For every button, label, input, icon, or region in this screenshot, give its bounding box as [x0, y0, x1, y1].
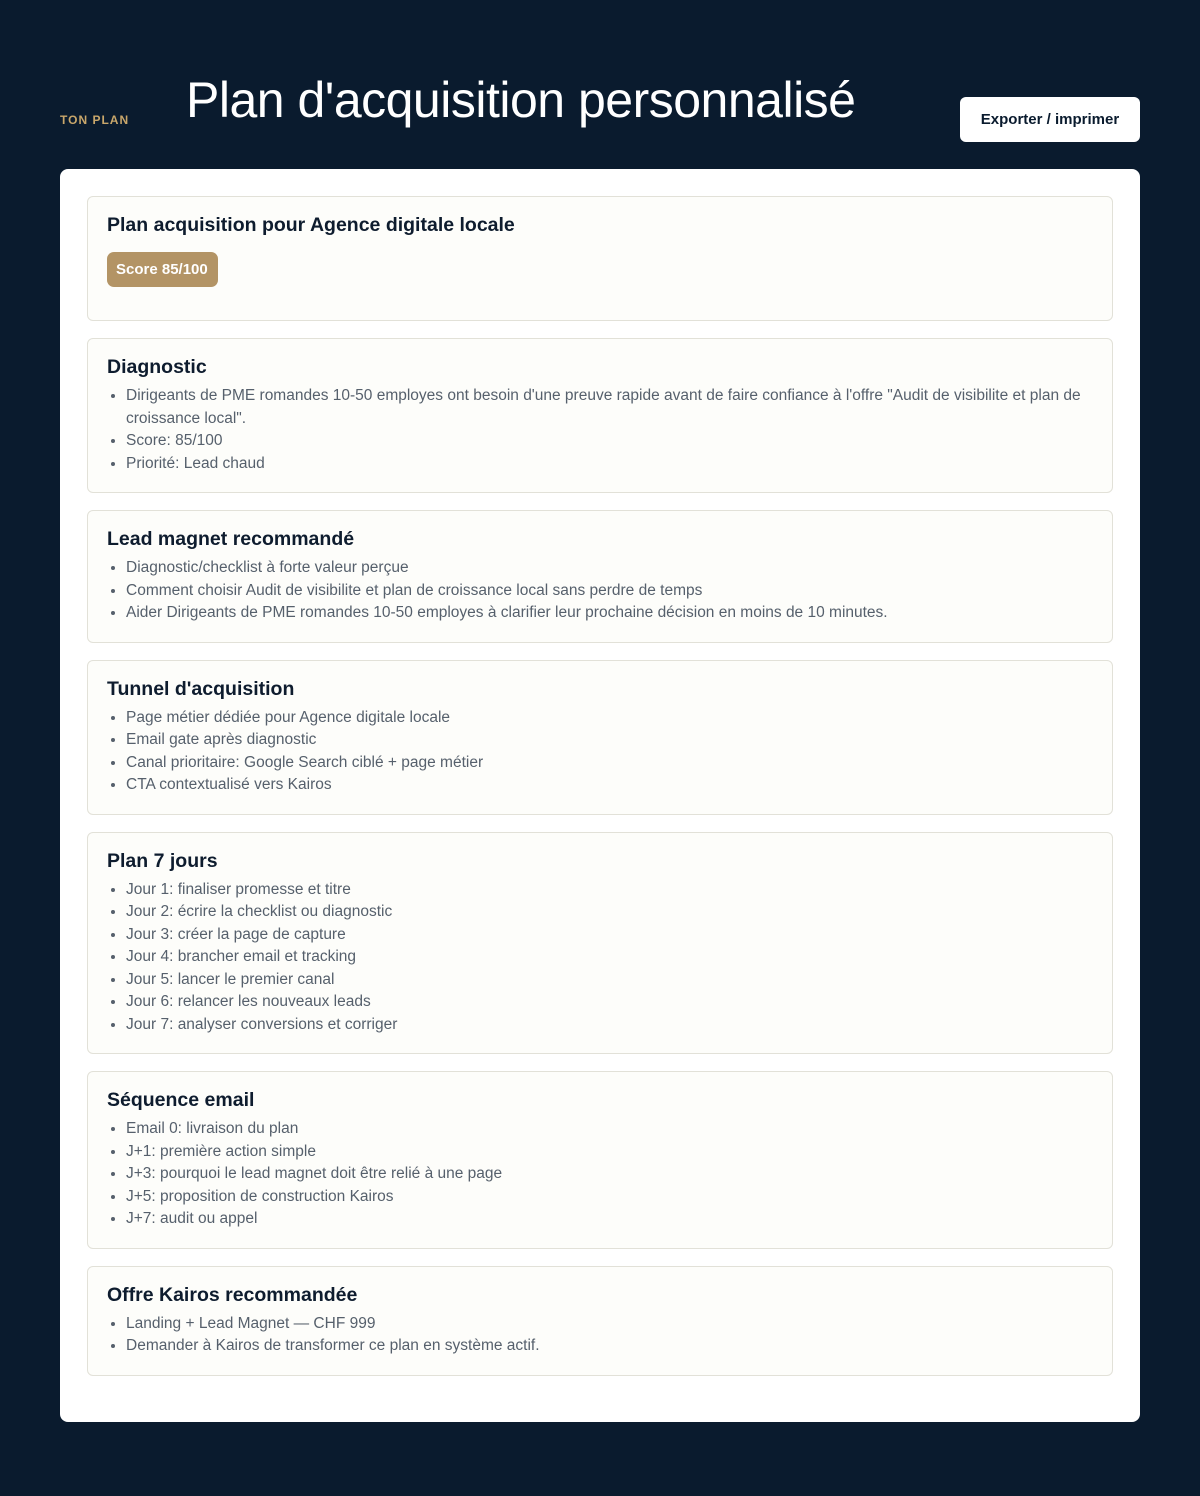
list-item: • Jour 7: analyser conversions et corriger [126, 1014, 1093, 1037]
list-item: • Email gate après diagnostic [126, 729, 1093, 752]
list-item: • Demander à Kairos de transformer ce plan en système actif. [126, 1335, 1093, 1358]
email-sequence-card [87, 1071, 1113, 1249]
lead-magnet-list [107, 557, 1093, 625]
funnel-list [107, 707, 1093, 797]
plan-7-days-title: Plan 7 jours [107, 849, 218, 872]
list-item: • Diagnostic/checklist à forte valeur perçue [126, 557, 1093, 580]
score-badge: Score 85/100 [107, 252, 218, 287]
plan-7-days-card [87, 832, 1113, 1055]
eyebrow-label: TON PLAN [60, 113, 130, 127]
funnel-card [87, 660, 1113, 815]
list-item: • Email 0: livraison du plan [126, 1118, 1093, 1141]
diagnostic-title: Diagnostic [107, 356, 207, 378]
plan-7-days-list [107, 879, 1093, 1037]
list-item: • CTA contextualisé vers Kairos [126, 774, 1093, 797]
list-item: • Score: 85/100 [126, 430, 1093, 453]
list-item: • Dirigeants de PME romandes 10-50 employes ont besoin d'une preuve rapide avant de faire confiance à l'offre "Audit de visibilite et plan de croissance local". [126, 385, 1093, 430]
list-item: • Jour 4: brancher email et tracking [126, 946, 1093, 969]
plan-panel [60, 169, 1140, 1422]
list-item: • Canal prioritaire: Google Search ciblé + page métier [126, 752, 1093, 775]
list-item: • Aider Dirigeants de PME romandes 10-50 employes à clarifier leur prochaine décision en moins de 10 minutes. [126, 602, 1093, 625]
list-item: • J+5: proposition de construction Kairos [126, 1186, 1093, 1209]
list-item: • Jour 3: créer la page de capture [126, 924, 1093, 947]
page-title: Plan d'acquisition personnalisé [186, 72, 856, 128]
lead-magnet-card [87, 510, 1113, 643]
offer-title: Offre Kairos recommandée [107, 1283, 358, 1306]
diagnostic-list [107, 385, 1093, 475]
list-item: • Jour 6: relancer les nouveaux leads [126, 991, 1093, 1014]
list-item: • Jour 1: finaliser promesse et titre [126, 879, 1093, 902]
summary-card [87, 196, 1113, 321]
list-item: • J+3: pourquoi le lead magnet doit être relié à une page [126, 1163, 1093, 1186]
list-item: • Jour 5: lancer le premier canal [126, 969, 1093, 992]
lead-magnet-title: Lead magnet recommandé [107, 528, 355, 550]
offer-card [87, 1266, 1113, 1376]
summary-title: Plan acquisition pour Agence digitale locale [107, 214, 515, 236]
list-item: • J+7: audit ou appel [126, 1208, 1093, 1231]
email-sequence-list [107, 1118, 1093, 1231]
list-item: • Page métier dédiée pour Agence digitale locale [126, 707, 1093, 730]
list-item: • Priorité: Lead chaud [126, 453, 1093, 476]
offer-list [107, 1313, 1093, 1358]
funnel-title: Tunnel d'acquisition [107, 677, 295, 700]
page-header [60, 60, 1140, 170]
export-print-button[interactable]: Exporter / imprimer [960, 97, 1140, 142]
list-item: • J+1: première action simple [126, 1141, 1093, 1164]
list-item: • Landing + Lead Magnet — CHF 999 [126, 1313, 1093, 1336]
list-item: • Comment choisir Audit de visibilite et plan de croissance local sans perdre de temps [126, 580, 1093, 603]
list-item: • Jour 2: écrire la checklist ou diagnostic [126, 901, 1093, 924]
diagnostic-card [87, 338, 1113, 493]
email-sequence-title: Séquence email [107, 1089, 255, 1111]
